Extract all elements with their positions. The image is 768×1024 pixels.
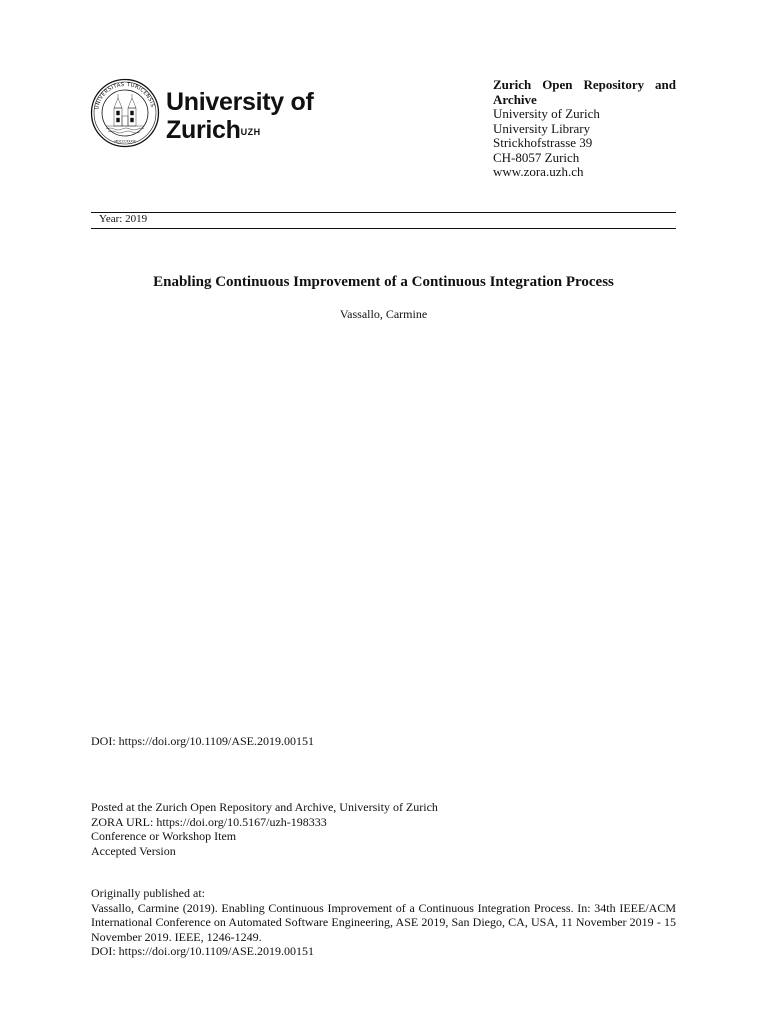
year-label: Year: 2019 <box>99 213 148 225</box>
repository-address-block <box>493 78 676 180</box>
wordmark-superscript: UZH <box>240 127 261 137</box>
posted-at-text: Posted at the Zurich Open Repository and Archive, University of Zurich <box>91 800 438 814</box>
divider-bottom <box>91 228 676 229</box>
original-heading: Originally published at: <box>91 886 205 900</box>
original-doi-link[interactable]: DOI: https://doi.org/10.1109/ASE.2019.00151 <box>91 944 315 958</box>
item-type-text: Conference or Workshop Item <box>91 829 237 843</box>
original-publication <box>91 886 676 959</box>
university-wordmark <box>166 88 314 144</box>
document-author: Vassallo, Carmine <box>339 307 428 321</box>
zora-url-link[interactable]: ZORA URL: https://doi.org/10.5167/uzh-198333 <box>91 814 327 829</box>
address-line: Strickhofstrasse 39 <box>493 135 593 150</box>
university-logo <box>90 78 320 150</box>
version-text: Accepted Version <box>91 843 176 858</box>
wordmark-line-2: Zurich <box>166 116 241 144</box>
address-line: University Library <box>493 120 591 136</box>
seal-year: MDCCCXXXIII <box>114 139 136 144</box>
repository-name: Zurich Open Repository and Archive <box>493 77 676 107</box>
doi-link[interactable]: DOI: https://doi.org/10.1109/ASE.2019.00151 <box>91 734 315 748</box>
divider-top <box>91 212 676 213</box>
address-line: CH-8057 Zurich <box>493 149 580 165</box>
posting-info <box>91 800 676 858</box>
seal-text: UNIVERSITAS TURICENSIS <box>94 81 156 111</box>
wordmark-line-1: University of <box>166 88 314 116</box>
document-title: Enabling Continuous Improvement of a Continuous Integration Process <box>153 274 614 290</box>
repository-website-link[interactable]: www.zora.uzh.ch <box>493 164 584 179</box>
address-line: University of Zurich <box>493 106 600 121</box>
citation-text: Vassallo, Carmine (2019). Enabling Continuous Improvement of a Continuous Integration Process. In: 34th IEEE/ACM International Conference on Automated Software Engineering, ASE 2019, San Diego, CA, USA, 11 November 2019 - 15 November 2019. IEEE, 1246-1249. <box>91 900 676 944</box>
university-seal-icon <box>90 78 160 148</box>
wordmark-line-2-wrap <box>166 116 314 144</box>
